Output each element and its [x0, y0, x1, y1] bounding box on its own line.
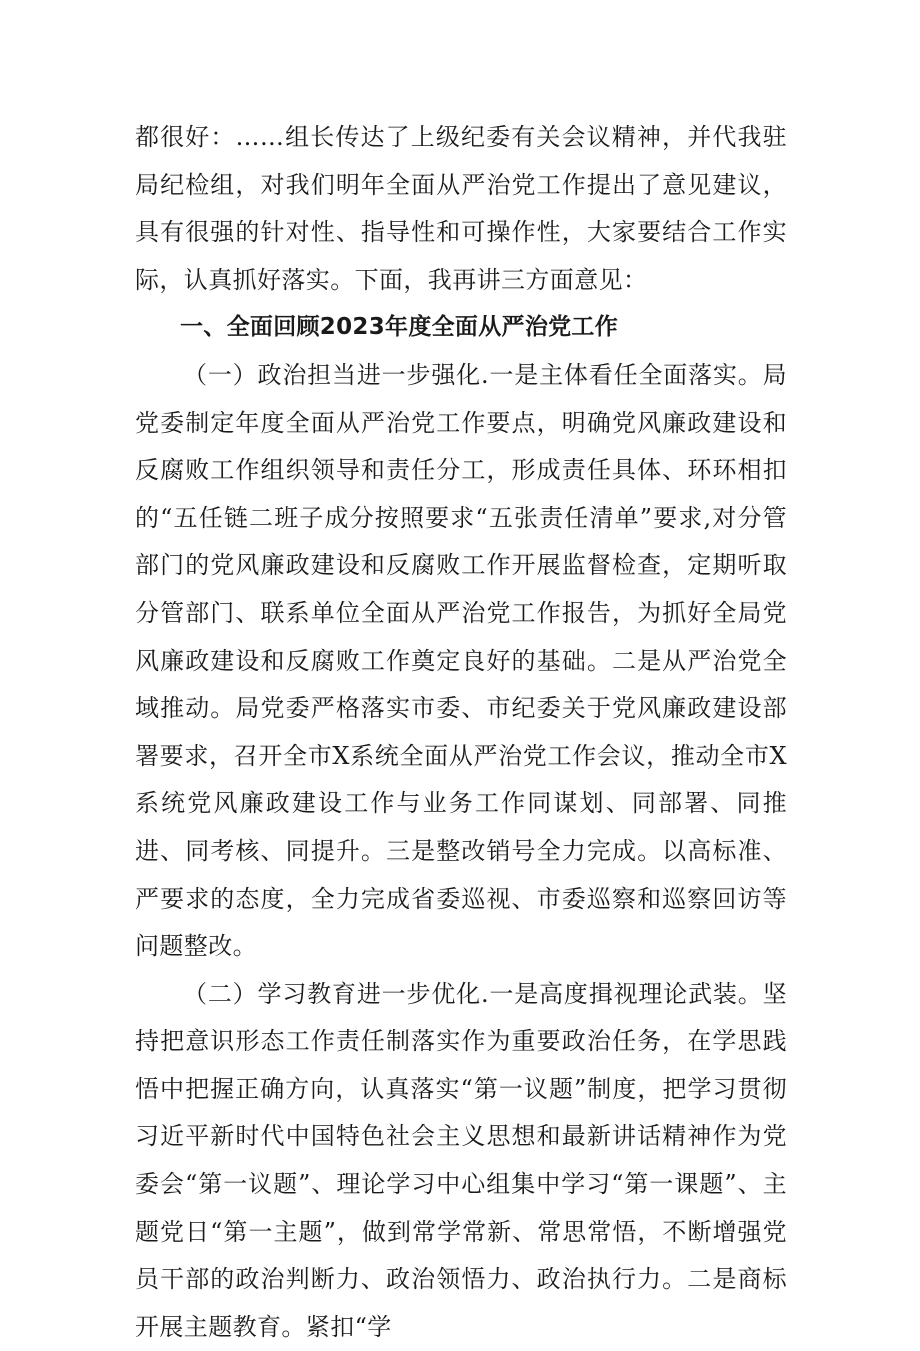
paragraph-political-responsibility: （一）政治担当进一步强化.一是主体看任全面落实。局党委制定年度全面从严治党工作要点，明确党风廉政建设和反腐败工作组织领导和责任分工，形成责任具体、环环相扣的“五任链二班子成分按照要求“五张责任清单”要求,对分管部门的党风廉政建设和反腐败工作开展监督检查，定期听取分管部门、联系单位全面从严治党工作报告，为抓好全局党风廉政建设和反腐败工作奠定良好的基础。二是从严治党全域推动。局党委严格落实市委、市纪委关于党风廉政建设部署要求，召开全市X系统全面从严治党工作会议，推动全市X系统党风廉政建设工作与业务工作同谋划、同部署、同推进、同考核、同提升。三是整改销号全力完成。以高标准、严要求的态度，全力完成省委巡视、市委巡察和巡察回访等问题整改。 [135, 360, 787, 961]
section-heading-1: 一、全面回顾2023年度全面从严治党工作 [180, 314, 619, 341]
paragraph-study-education: （二）学习教育进一步优化.一是高度揖视理论武装。坚持把意识形态工作责任制落实作为重要政治任务，在学思践悟中把握正确方向，认真落实“第一议题”制度，把学习贯彻习近平新时代中国特色社会主义思想和最新讲话精神作为党委会“第一议题”、理论学习中心组集中学习“第一课题”、主题党日“第一主题”，做到常学常新、常思常悟，不断增强党员干部的政治判断力、政治领悟力、政治执行力。二是商标开展主题教育。紧扣“学 [135, 979, 787, 1341]
paragraph-opening: 都很好：……组长传达了上级纪委有关会议精神，并代我驻局纪检组，对我们明年全面从严治党工作提出了意见建议，具有很强的针对性、指导性和可操作性，大家要结合工作实际，认真抓好落实。下面，我再讲三方面意见： [135, 123, 787, 294]
document-body [135, 114, 787, 1351]
